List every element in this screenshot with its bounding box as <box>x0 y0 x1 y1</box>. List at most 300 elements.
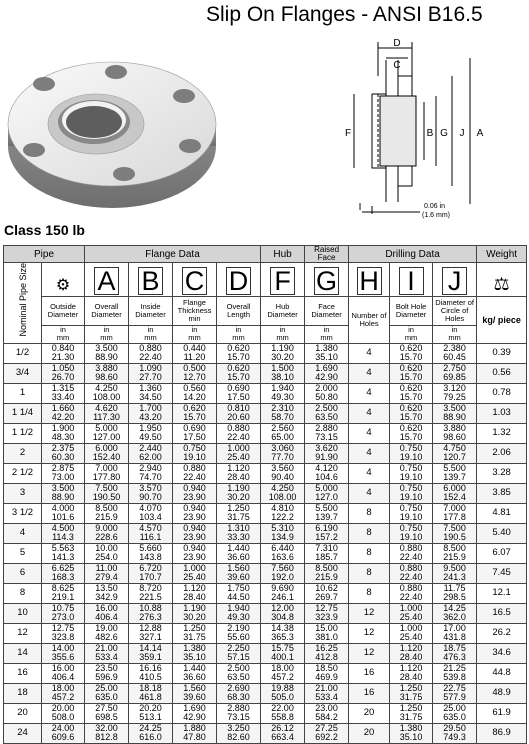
cell-od <box>42 383 85 403</box>
value-in: 1.050 <box>51 362 75 373</box>
table-row <box>4 443 527 463</box>
unit-in: in <box>279 325 286 335</box>
value-in: 0.750 <box>183 442 206 453</box>
table-row <box>4 383 527 403</box>
value-mm: 25.40 <box>399 612 423 623</box>
value-mm: 19.10 <box>399 532 423 543</box>
letter-cell-c <box>173 263 217 297</box>
value-in: 24.25 <box>139 722 162 733</box>
unit-cell-g <box>305 325 349 343</box>
scale-icon-cell <box>477 263 527 297</box>
cell-c <box>173 683 217 703</box>
value-in: 7.310 <box>315 542 338 553</box>
value-in: 4.570 <box>139 522 162 533</box>
value-mm: 192.0 <box>271 572 294 583</box>
value-in: 0.750 <box>399 502 423 513</box>
section-weight: Weight <box>477 246 527 263</box>
pipe-size-cell: 3 <box>4 483 42 503</box>
value-mm: 39.60 <box>183 692 206 703</box>
cell-g <box>305 543 349 563</box>
value-mm: 33.40 <box>51 392 75 403</box>
cell-a <box>85 683 129 703</box>
value-mm: 584.2 <box>315 712 338 723</box>
cell-f <box>261 523 305 543</box>
value-mm: 30.20 <box>183 612 206 623</box>
value-in: 0.880 <box>399 542 423 553</box>
value-in: 1.000 <box>227 442 250 453</box>
letter-c: C <box>182 267 207 295</box>
pipe-size-cell: 1 1/4 <box>4 403 42 423</box>
cell-a <box>85 483 129 503</box>
value-in: 0.750 <box>399 522 423 533</box>
value-in: 14.00 <box>51 642 75 653</box>
value-mm: 22.40 <box>399 572 423 583</box>
value-in: 25.00 <box>443 702 466 713</box>
value-in: 0.880 <box>139 342 162 353</box>
value-in: 12.75 <box>51 622 75 633</box>
cell-f <box>261 583 305 603</box>
cell-holes: 4 <box>349 483 390 503</box>
value-mm: 241.3 <box>443 572 466 583</box>
value-mm: 108.00 <box>268 492 297 503</box>
value-in: 1.090 <box>139 362 162 373</box>
cell-d <box>217 523 261 543</box>
cell-weight: 6.07 <box>477 543 527 563</box>
cell-holes: 4 <box>349 363 390 383</box>
value-in: 1.690 <box>315 362 338 373</box>
cell-i <box>390 623 433 643</box>
value-mm: 19.10 <box>399 452 423 463</box>
value-in: 1.250 <box>183 622 206 633</box>
value-mm: 49.50 <box>139 432 162 443</box>
flange-3d-illustration <box>4 38 230 214</box>
value-in: 4.620 <box>95 402 118 413</box>
cell-g <box>305 383 349 403</box>
cell-b <box>129 403 173 423</box>
letter-cell-i <box>390 263 433 297</box>
value-in: 0.690 <box>183 422 206 433</box>
cell-d <box>217 463 261 483</box>
cell-c <box>173 563 217 583</box>
cell-holes: 4 <box>349 343 390 363</box>
cell-i <box>390 563 433 583</box>
pipe-size-cell: 4 <box>4 523 42 543</box>
dim-label-c: C <box>393 60 401 71</box>
cell-j <box>433 543 477 563</box>
cell-weight: 1.03 <box>477 403 527 423</box>
value-mm: 749.3 <box>443 732 466 743</box>
value-mm: 103.4 <box>139 512 162 523</box>
pipe-icon-cell <box>42 263 85 297</box>
value-in: 21.00 <box>95 642 118 653</box>
value-in: 0.840 <box>51 342 75 353</box>
cell-od <box>42 363 85 383</box>
value-in: 2.000 <box>315 382 338 393</box>
cell-b <box>129 583 173 603</box>
class-label: Class 150 lb <box>4 222 85 238</box>
value-mm: 73.15 <box>227 712 250 723</box>
cell-g <box>305 703 349 723</box>
cell-b <box>129 643 173 663</box>
value-in: 1.120 <box>399 662 423 673</box>
value-in: 9.000 <box>95 522 118 533</box>
value-in: 15.00 <box>315 622 338 633</box>
table-row <box>4 503 527 523</box>
value-in: 3.560 <box>271 462 294 473</box>
cell-i <box>390 383 433 403</box>
cell-f <box>261 563 305 583</box>
value-in: 3.570 <box>139 482 162 493</box>
value-mm: 50.80 <box>315 392 338 403</box>
cell-i <box>390 463 433 483</box>
cell-weight: 7.45 <box>477 563 527 583</box>
cell-f <box>261 343 305 363</box>
value-in: 4.500 <box>51 522 75 533</box>
value-in: 2.375 <box>51 442 75 453</box>
cell-holes: 8 <box>349 523 390 543</box>
value-mm: 406.4 <box>95 612 118 623</box>
dim-label-f: F <box>344 128 352 139</box>
value-mm: 323.9 <box>315 612 338 623</box>
value-mm: 19.10 <box>399 512 423 523</box>
value-mm: 90.70 <box>139 492 162 503</box>
value-mm: 698.5 <box>95 712 118 723</box>
desc-circle-of-holes: Diameter of Circle of Holes <box>433 297 477 326</box>
value-mm: 22.40 <box>399 552 423 563</box>
cell-d <box>217 423 261 443</box>
value-mm: 215.9 <box>95 512 118 523</box>
cell-j <box>433 643 477 663</box>
value-in: 7.560 <box>271 562 294 573</box>
cell-d <box>217 703 261 723</box>
cell-f <box>261 463 305 483</box>
cell-a <box>85 363 129 383</box>
value-in: 2.190 <box>227 622 250 633</box>
value-in: 22.75 <box>443 682 466 693</box>
value-mm: 168.3 <box>51 572 75 583</box>
cell-f <box>261 643 305 663</box>
cell-od <box>42 723 85 743</box>
cell-weight: 0.78 <box>477 383 527 403</box>
cell-weight: 4.81 <box>477 503 527 523</box>
value-in: 2.880 <box>227 702 250 713</box>
value-in: 27.50 <box>95 702 118 713</box>
cell-a <box>85 463 129 483</box>
value-mm: 304.8 <box>271 612 294 623</box>
value-mm: 55.60 <box>227 632 250 643</box>
cell-a <box>85 343 129 363</box>
value-in: 8.500 <box>95 502 118 513</box>
value-mm: 98.60 <box>95 372 118 383</box>
value-mm: 120.7 <box>443 452 466 463</box>
value-mm: 35.10 <box>315 352 338 363</box>
value-in: 1.250 <box>399 702 423 713</box>
value-in: 8.500 <box>315 562 338 573</box>
value-mm: 812.8 <box>95 732 118 743</box>
value-mm: 28.40 <box>399 672 423 683</box>
section-hub: Hub <box>261 246 305 263</box>
cell-f <box>261 663 305 683</box>
cell-a <box>85 523 129 543</box>
table-row <box>4 363 527 383</box>
value-mm: 508.0 <box>51 712 75 723</box>
value-in: 20.20 <box>139 702 162 713</box>
cell-od <box>42 583 85 603</box>
value-in: 1.190 <box>271 342 294 353</box>
value-in: 0.940 <box>183 522 206 533</box>
cell-holes: 8 <box>349 583 390 603</box>
value-in: 0.620 <box>399 362 423 373</box>
value-mm: 17.50 <box>227 392 250 403</box>
unit-in: in <box>103 325 110 335</box>
cell-d <box>217 643 261 663</box>
value-in: 7.000 <box>95 462 118 473</box>
value-mm: 90.40 <box>271 472 294 483</box>
cell-g <box>305 663 349 683</box>
value-in: 5.660 <box>139 542 162 553</box>
cell-g <box>305 583 349 603</box>
cell-od <box>42 603 85 623</box>
value-mm: 91.90 <box>315 452 338 463</box>
value-in: 4.070 <box>139 502 162 513</box>
value-in: 1.360 <box>139 382 162 393</box>
value-in: 12.88 <box>139 622 162 633</box>
cell-f <box>261 423 305 443</box>
cell-g <box>305 523 349 543</box>
letter-i: I <box>399 267 424 295</box>
value-mm: 215.9 <box>443 552 466 563</box>
value-in: 1.380 <box>183 642 206 653</box>
cell-c <box>173 443 217 463</box>
cell-f <box>261 543 305 563</box>
pipe-size-cell: 5 <box>4 543 42 563</box>
value-mm: 577.9 <box>443 692 466 703</box>
section-drilling-data: Drilling Data <box>349 246 477 263</box>
cell-od <box>42 683 85 703</box>
cell-d <box>217 603 261 623</box>
cell-j <box>433 603 477 623</box>
value-in: 12.00 <box>271 602 294 613</box>
pipe-size-cell: 16 <box>4 663 42 683</box>
unit-in: in <box>147 325 154 335</box>
value-in: 6.000 <box>95 442 118 453</box>
value-in: 5.000 <box>315 482 338 493</box>
cell-a <box>85 643 129 663</box>
cell-f <box>261 363 305 383</box>
cell-g <box>305 343 349 363</box>
value-mm: 327.1 <box>139 632 162 643</box>
cell-j <box>433 383 477 403</box>
value-in: 4.250 <box>95 382 118 393</box>
value-mm: 469.9 <box>315 672 338 683</box>
value-mm: 49.30 <box>271 392 294 403</box>
value-in: 2.250 <box>227 642 250 653</box>
letter-cell-h <box>349 263 390 297</box>
value-in: 18.00 <box>271 662 294 673</box>
value-in: 22.00 <box>271 702 294 713</box>
cell-holes: 8 <box>349 563 390 583</box>
value-in: 1.940 <box>227 602 250 613</box>
value-mm: 365.3 <box>271 632 294 643</box>
dim-label-a: A <box>476 128 484 139</box>
value-in: 5.310 <box>271 522 294 533</box>
value-mm: 635.0 <box>95 692 118 703</box>
cell-holes: 20 <box>349 723 390 743</box>
value-in: 1.120 <box>227 462 250 473</box>
section-raised-face: Raised Face <box>305 246 349 263</box>
section-pipe: Pipe <box>4 246 85 263</box>
raised-face-note-mm: (1.6 mm) <box>422 212 450 219</box>
value-mm: 44.50 <box>227 592 250 603</box>
value-in: 0.750 <box>399 482 423 493</box>
cell-weight: 3.28 <box>477 463 527 483</box>
cell-f <box>261 723 305 743</box>
cell-weight: 86.9 <box>477 723 527 743</box>
value-mm: 505.0 <box>271 692 294 703</box>
value-mm: 157.2 <box>315 532 338 543</box>
letter-cell-f <box>261 263 305 297</box>
value-in: 0.880 <box>399 582 423 593</box>
value-mm: 36.60 <box>183 672 206 683</box>
value-mm: 15.70 <box>227 352 250 363</box>
value-in: 19.88 <box>271 682 294 693</box>
value-mm: 73.15 <box>315 432 338 443</box>
value-in: 3.250 <box>227 722 250 733</box>
cell-c <box>173 363 217 383</box>
value-in: 0.620 <box>183 402 206 413</box>
table-row <box>4 423 527 443</box>
pipe-size-cell: 3/4 <box>4 363 42 383</box>
cell-a <box>85 443 129 463</box>
value-in: 0.810 <box>227 402 250 413</box>
value-mm: 25.40 <box>227 452 250 463</box>
value-mm: 190.50 <box>92 492 121 503</box>
value-mm: 42.90 <box>315 372 338 383</box>
desc-outside-diameter: Outside Diameter <box>42 297 85 326</box>
value-in: 1.190 <box>183 602 206 613</box>
value-in: 0.940 <box>183 482 206 493</box>
desc-number-of-holes: Number of Holes <box>349 297 390 344</box>
cell-holes: 20 <box>349 703 390 723</box>
cell-b <box>129 703 173 723</box>
cell-b <box>129 443 173 463</box>
table-row <box>4 483 527 503</box>
value-mm: 143.8 <box>139 552 162 563</box>
pipe-size-cell: 20 <box>4 703 42 723</box>
section-flange-data: Flange Data <box>85 246 261 263</box>
cell-g <box>305 683 349 703</box>
cell-a <box>85 383 129 403</box>
desc-face-diameter: Face Diameter <box>305 297 349 326</box>
cell-b <box>129 603 173 623</box>
cell-od <box>42 563 85 583</box>
value-in: 1.380 <box>399 722 423 733</box>
cell-b <box>129 663 173 683</box>
value-mm: 23.90 <box>183 552 206 563</box>
cell-g <box>305 443 349 463</box>
cell-i <box>390 663 433 683</box>
value-mm: 533.4 <box>315 692 338 703</box>
cell-a <box>85 563 129 583</box>
value-in: 9.500 <box>443 562 466 573</box>
value-in: 2.875 <box>51 462 75 473</box>
value-mm: 177.8 <box>443 512 466 523</box>
cell-g <box>305 723 349 743</box>
cell-b <box>129 723 173 743</box>
letter-cell-g <box>305 263 349 297</box>
value-in: 1.700 <box>139 402 162 413</box>
cell-b <box>129 543 173 563</box>
value-mm: 30.20 <box>271 352 294 363</box>
unit-mm: mm <box>100 333 113 343</box>
value-in: 0.620 <box>399 402 423 413</box>
value-in: 0.560 <box>183 382 206 393</box>
value-in: 14.14 <box>139 642 162 653</box>
value-mm: 177.80 <box>92 472 121 483</box>
value-mm: 25.40 <box>399 632 423 643</box>
value-mm: 476.3 <box>443 652 466 663</box>
cell-c <box>173 463 217 483</box>
cell-i <box>390 583 433 603</box>
cell-b <box>129 503 173 523</box>
value-mm: 69.85 <box>443 372 466 383</box>
cell-a <box>85 543 129 563</box>
letter-cell-d <box>217 263 261 297</box>
table-row <box>4 563 527 583</box>
cell-weight: 34.6 <box>477 643 527 663</box>
flange-table-wrap <box>3 245 526 744</box>
cell-od <box>42 623 85 643</box>
value-mm: 273.0 <box>51 612 75 623</box>
cell-d <box>217 383 261 403</box>
cell-od <box>42 663 85 683</box>
cell-holes: 16 <box>349 683 390 703</box>
letter-row <box>4 263 527 297</box>
letter-h: H <box>357 267 382 295</box>
table-row <box>4 623 527 643</box>
table-row <box>4 703 527 723</box>
unit-cell-b <box>129 325 173 343</box>
table-row <box>4 403 527 423</box>
value-mm: 692.2 <box>315 732 338 743</box>
dim-label-i: I <box>358 202 362 213</box>
cell-g <box>305 643 349 663</box>
value-in: 4.250 <box>271 482 294 493</box>
cell-c <box>173 663 217 683</box>
value-mm: 35.10 <box>399 732 423 743</box>
cell-j <box>433 563 477 583</box>
value-in: 2.500 <box>227 662 250 673</box>
value-in: 4.750 <box>443 442 466 453</box>
cell-i <box>390 443 433 463</box>
value-mm: 279.4 <box>95 572 118 583</box>
value-mm: 406.4 <box>51 672 75 683</box>
value-in: 3.880 <box>95 362 118 373</box>
value-mm: 359.1 <box>139 652 162 663</box>
value-mm: 246.1 <box>271 592 294 603</box>
value-mm: 43.20 <box>139 412 162 423</box>
value-mm: 108.00 <box>92 392 121 403</box>
table-row <box>4 523 527 543</box>
cell-d <box>217 403 261 423</box>
value-mm: 20.60 <box>227 412 250 423</box>
pipe-size-cell: 14 <box>4 643 42 663</box>
cell-weight: 1.32 <box>477 423 527 443</box>
cell-holes: 8 <box>349 543 390 563</box>
value-in: 0.880 <box>183 462 206 473</box>
value-mm: 355.6 <box>51 652 75 663</box>
value-in: 0.940 <box>183 542 206 553</box>
